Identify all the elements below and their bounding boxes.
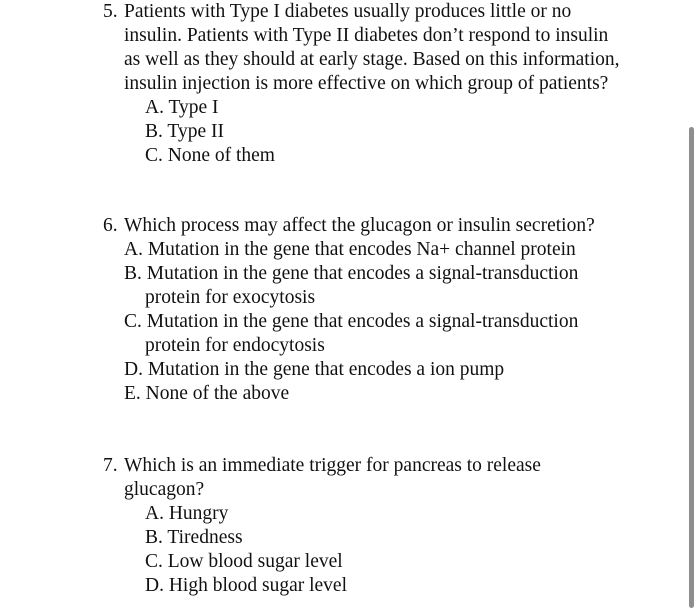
question-6-stem bbox=[103, 214, 623, 238]
question-7-options bbox=[103, 502, 623, 598]
question-7-option-d: D. High blood sugar level bbox=[145, 575, 348, 596]
question-6-number: 6. bbox=[103, 215, 118, 236]
question-6-option-c: C. Mutation in the gene that encodes a signal-transduction protein for endocytosis bbox=[124, 311, 579, 356]
question-5 bbox=[103, 0, 623, 168]
question-5-option-b: B. Type II bbox=[145, 121, 224, 142]
vertical-scrollbar[interactable] bbox=[689, 127, 694, 608]
question-7-text: Which is an immediate trigger for pancreas to release glucagon? bbox=[124, 455, 541, 500]
question-5-stem bbox=[103, 0, 623, 96]
question-7-option-a: A. Hungry bbox=[145, 503, 229, 524]
question-7-number: 7. bbox=[103, 455, 118, 476]
question-6 bbox=[103, 214, 623, 406]
question-6-option-d: D. Mutation in the gene that encodes a ion pump bbox=[124, 359, 505, 380]
question-5-option-a: A. Type I bbox=[145, 97, 219, 118]
question-5-text: Patients with Type I diabetes usually produces little or no insulin. Patients with Type II diabetes don’t respond to insulin as well as they should at early stage. Based on this information, insulin injection is more effective on which group of patients? bbox=[124, 1, 620, 94]
question-5-option-c: C. None of them bbox=[145, 145, 275, 166]
question-6-text: Which process may affect the glucagon or insulin secretion? bbox=[124, 215, 595, 236]
question-5-number: 5. bbox=[103, 1, 118, 22]
question-7-option-c: C. Low blood sugar level bbox=[145, 551, 343, 572]
question-7 bbox=[103, 454, 623, 598]
question-6-option-b: B. Mutation in the gene that encodes a signal-transduction protein for exocytosis bbox=[124, 263, 579, 308]
question-6-option-e: E. None of the above bbox=[124, 383, 290, 404]
question-6-options bbox=[103, 238, 623, 406]
question-6-option-a: A. Mutation in the gene that encodes Na+ channel protein bbox=[124, 239, 576, 260]
question-7-option-b: B. Tiredness bbox=[145, 527, 243, 548]
question-5-options bbox=[103, 96, 623, 168]
question-7-stem bbox=[103, 454, 623, 502]
